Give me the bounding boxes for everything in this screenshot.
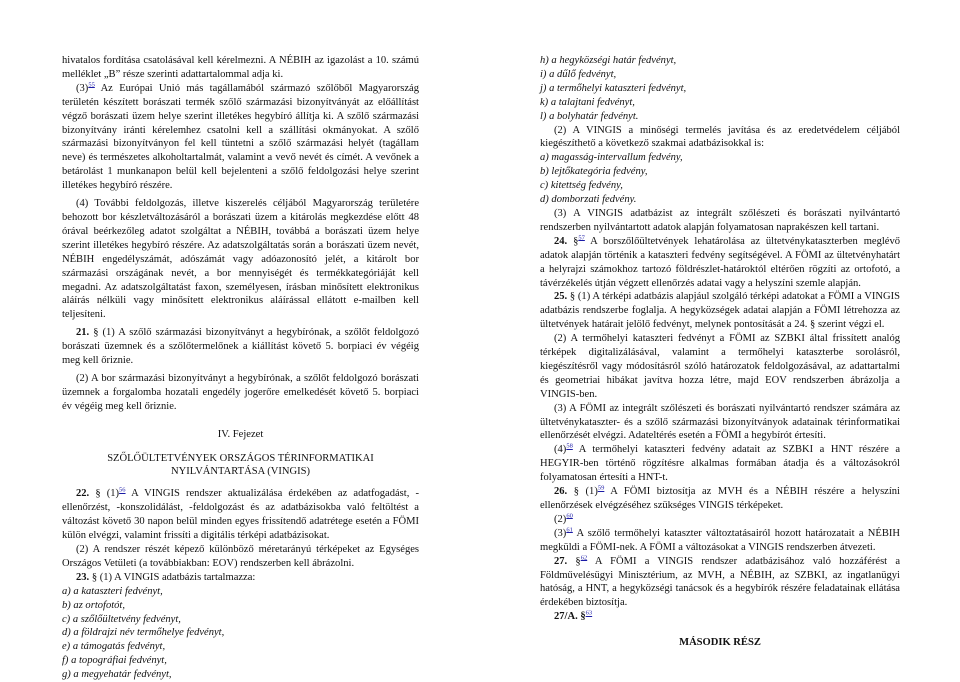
footnote-link[interactable]: 56 [119, 486, 126, 494]
section-21: 21. § (1) A szőlő származási bizonyítványt a hegybírónak, a szőlőt feldolgozó borászati üzemnek és a szőlőtermelőnek a kiállítást követő 5. borpiaci év végéig meg kell őriznie. [62, 327, 419, 367]
part-heading: MÁSODIK RÉSZ [679, 637, 761, 649]
section-number: 26. [554, 486, 568, 498]
section-number: 27/A. [554, 611, 578, 623]
footnote-link[interactable]: 59 [597, 484, 605, 492]
section-number: 23. [76, 571, 90, 583]
list-item: a) magasság-intervallum fedvény, [540, 152, 683, 164]
left-column [62, 54, 419, 682]
footnote-link[interactable]: 60 [566, 512, 573, 520]
footnote-link[interactable]: 58 [566, 442, 573, 450]
right-column [540, 54, 900, 650]
paragraph: (2) A VINGIS a minőségi termelés javítása és az eredetvédelem céljából kiegészíthető a következő szakmai adatbázisokkal is: [540, 124, 900, 150]
list-item: b) az ortofotót, [62, 599, 125, 611]
paragraph: (2)$^{60}$ [554, 512, 573, 525]
footnote-link[interactable]: 62 [580, 554, 588, 562]
list-item: i) a dűlő fedvényt, [540, 68, 617, 80]
paragraph: (2) A termőhelyi kataszteri fedvényt a FÖMI az SZBKI által frissített analóg térképek digitalizálásával, valamint a termőhelyi kataszterbe sorolásról, kiegészítésről vagy módosításról szóló határozatok feldolgozásával, az adattartalmi és geometriai hibákat javítva hozza létre, majd EOV rendszerben ábrázolja a VINGIS-ben. [540, 333, 900, 400]
paragraph: (3) A VINGIS adatbázist az integrált szőlészeti és borászati nyilvántartó rendszerben nyilvántartott adatok alapján folyamatosan naprakészen kell tartani. [540, 207, 900, 233]
paragraph: (2) A bor származási bizonyítványt a hegybírónak, a szőlőt feldolgozó borászati üzemnek a forgalomba hozatali engedély jogerőre emelkedését követő 5. borpiaci év végéig meg kell őriznie. [62, 372, 419, 412]
section-24: 24. §$^{57}$ A borszőlőültetvények lehatárolása az ültetvénykataszterben meglévő adatok alapján történik a kataszteri fedvény segítségével. A FÖMI az ültetvényhatárt a helyrajzi számokhoz tartozó földrészlet-határoktól eltérően rögzíti az ortofotó, a távérzékelés útján végzett ellenőrzés adatai vagy a helyszíni szemle alapján. [540, 234, 901, 289]
paragraph: hivatalos fordítása csatolásával kell kérelmezni. A NÉBIH az igazolást a 10. számú melléklet „B” része szerinti adattartalommal adja ki. [62, 55, 419, 80]
section-27: 27. §$^{62}$ A FÖMI a VINGIS rendszer adatbázisához való hozzáférést a Földművelésügyi Minisztérium, az MVH, a NÉBIH, az SZBKI, az ingatlanügyi hatóság, a HNT, a hegyközségi tanácsok és a hegybírók részére feladatainak ellátása érdekében biztosítja. [540, 554, 901, 609]
paragraph: (4)$^{58}$ A termőhelyi kataszteri fedvény adatait az SZBKI a HNT részére a HEGYIR-ben történő rögzítésre alkalmas formában átadja és a változásokról folyamatosan értesíti a HNT-t. [540, 442, 900, 484]
section-number: 21. [76, 327, 90, 339]
list-item: e) a támogatás fedvényt, [62, 641, 166, 653]
list-item: g) a megyehatár fedvényt, [62, 669, 172, 681]
section-number: 25. [554, 291, 568, 303]
section-22: 22. § (1)$^{56}$ A VINGIS rendszer aktualizálása érdekében az adatfogadást, - ellenőrzést, -konszolidálást, -feldolgozást és az adatbázisokba való feltöltést a változást követő 30 napon belül minden egyes frissítendő adatrétege esetén a FÖMI külön elvégzi, valamint frissíti a digitális térképi adatbázisokat. [62, 486, 419, 542]
list-item: b) lejtőkategória fedvény, [540, 166, 648, 178]
list-item: f) a topográfiai fedvényt, [62, 655, 167, 667]
footnote-link[interactable]: 55 [88, 81, 95, 89]
section-number: 24. [554, 235, 568, 247]
section-26: 26. § (1)$^{59}$ A FÖMI biztosítja az MVH és a NÉBIH részére a helyszíni ellenőrzések elvégzéséhez szükséges VINGIS térképeket. [540, 484, 900, 511]
list-item: c) kitettség fedvény, [540, 180, 623, 192]
list-item: d) a földrajzi név termőhelye fedvényt, [62, 627, 225, 639]
chapter-title-line-1: SZŐLŐÜLTETVÉNYEK ORSZÁGOS TÉRINFORMATIKAI [107, 452, 374, 464]
paragraph: (3)$^{61}$ A szőlő termőhelyi kataszter változtatásairól hozott határozatait a NÉBIH megküldi a FÖMI-nek. A FÖMI a változásokat a VINGIS rendszerben átvezeti. [540, 526, 900, 553]
chapter-title-line-2: NYILVÁNTARTÁSA (VINGIS) [170, 466, 311, 478]
footnote-link[interactable]: 57 [578, 234, 585, 242]
paragraph: (3) A FÖMI az integrált szőlészeti és borászati nyilvántartó rendszer számára az ültetvénykataszter- és a szőlő származási bizonyítványok adatainak térinformatikai ellenőrzését elvégzi. Adateltérés esetén a FÖMI a hegybírót értesíti. [540, 402, 900, 442]
footnote-link[interactable]: 63 [585, 609, 593, 617]
list-item: j) a termőhelyi kataszteri fedvényt, [540, 82, 687, 94]
footnote-link[interactable]: 61 [566, 526, 573, 534]
list-item: l) a bolyhatár fedvényt. [540, 110, 639, 122]
section-27a: 27/A. §$^{63}$ [554, 609, 593, 623]
section-25: 25. § (1) A térképi adatbázis alapjául szolgáló térképi adatokat a FÖMI a VINGIS adatbázis rendszerbe foglalja. A hegyközségek adatai alapján a FÖMI létrehozza az ültetvények határait jelölő fedvényt, melynek pontosítását a 24. § szerint végzi el. [540, 291, 900, 331]
list-item: c) a szőlőültetvény fedvényt, [62, 613, 181, 625]
list-item: h) a hegyközségi határ fedvényt, [540, 55, 677, 66]
section-number: 27. [554, 555, 568, 567]
section-23: 23. § (1) A VINGIS adatbázis tartalmazza: [76, 571, 256, 583]
list-item: a) a kataszteri fedvényt, [62, 585, 163, 597]
paragraph: (3)$^{55}$ Az Európai Unió más tagállamából származó szőlőből Magyarország területén készített borászati termék szőlő származási bizonyítványát az előállítást végző borászati üzem helye szerint illetékes hegybíró állítja ki. A szőlő származási bizonyítvány iránti kérelemhez csatolni kell a szállítási okmányokat. A szőlő származási bizonyítványon fel kell tüntetni a szőlő származási helyét (tagállam neve) és természetes alkoholtartalmát, valamint a vevő nevét és címét. A vevőnek a betárolást 1 munkanapon belül kell bejelenteni a szőlő feldolgozási helye szerint illetékes hegybíró részére. [62, 81, 419, 192]
list-item: k) a talajtani fedvényt, [540, 96, 635, 108]
chapter-heading: IV. Fejezet [217, 428, 264, 440]
paragraph: (4) További feldolgozás, illetve kiszerelés céljából Magyarország területére behozott bor készletváltozásáról a borászati üzem a kitárolás megkezdése előtt 48 órával beérkezőleg adatot szolgáltat a NÉBIH, továbbá a borászati üzem helye szerint illetékes hegybíró részére. Az adatszolgáltatás során a borászati üzem nevét, NÉBIH engedélyszámát, adószámát vagy adóazonosító jelét, a kitárolt bor származási országának nevét, a bor mennyiségét és termékkategóriáját kell megadni. Az adatszolgáltatást faxon, személyesen, írásban minősített elektronikus aláírás nélküli vagy minősített elektronikus aláírással ellátott e-mailben kell teljesíteni. [62, 198, 419, 321]
paragraph: (2) A rendszer részét képező különböző méretarányú térképeket az Egységes Országos Vetületi (a továbbiakban: EOV) rendszerben kell ábrázolni. [62, 544, 419, 569]
section-number: 22. [76, 488, 90, 500]
list-item: d) domborzati fedvény. [540, 194, 637, 206]
